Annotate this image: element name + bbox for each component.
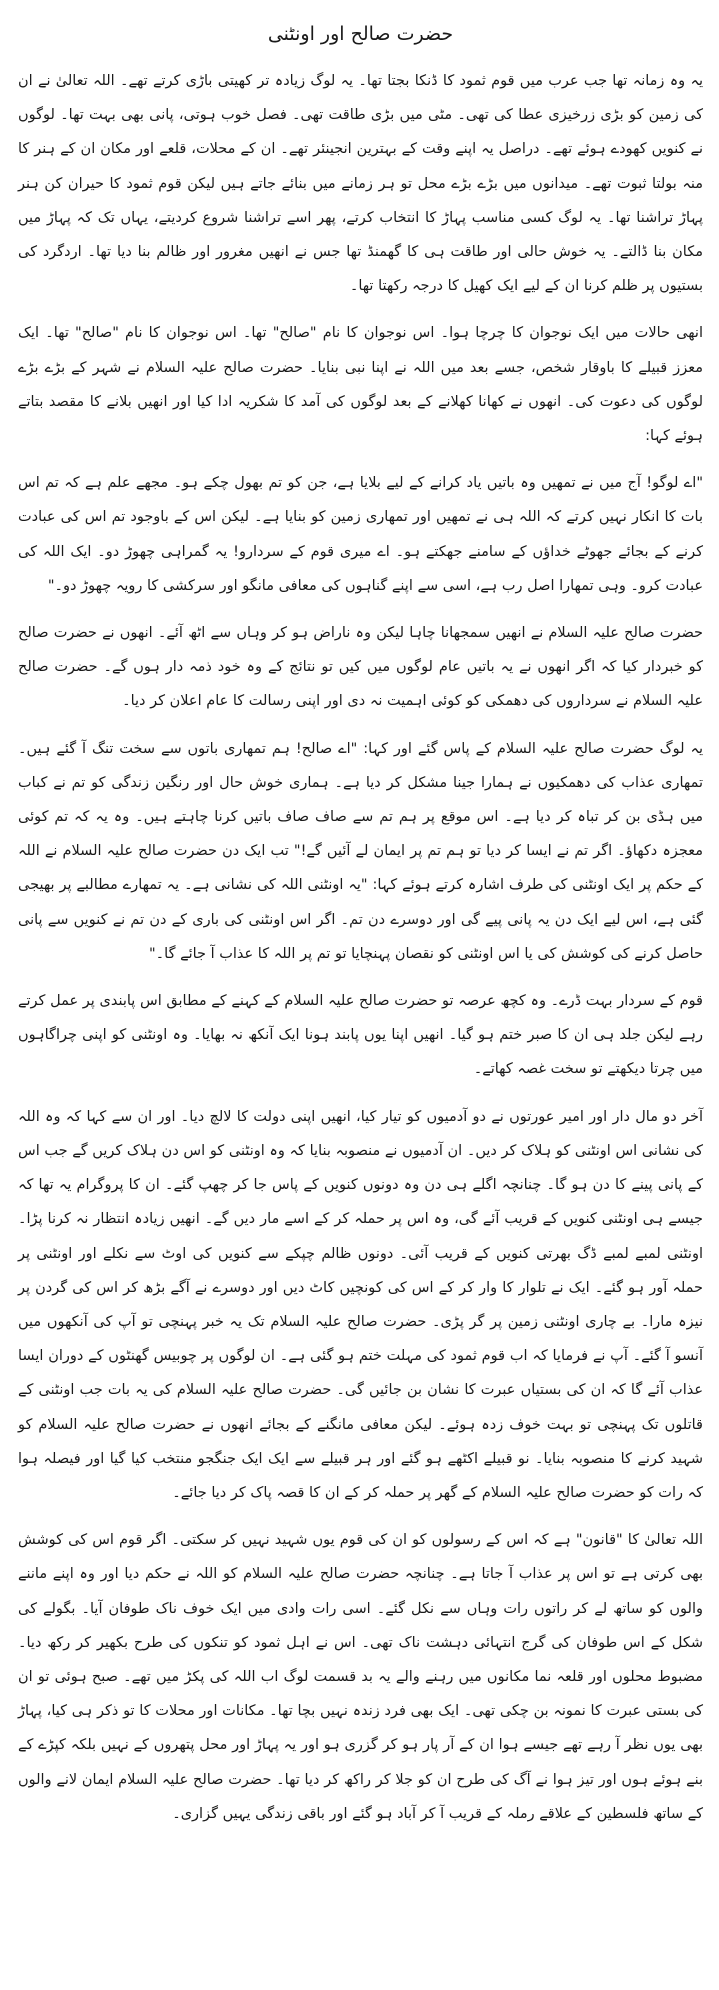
paragraph-8: اللہ تعالیٰ کا "قانون" ہے کہ اس کے رسولوں کو ان کی قوم یوں شہید نہیں کر سکتی۔ اگر قوم اس کی کوشش بھی کرتی ہے تو اس پر عذاب آ جاتا ہے۔ چنانچہ حضرت صالح علیہ السلام کو اللہ نے حکم دیا اور وہ اپنے ماننے والوں کو ساتھ لے کر راتوں رات وہاں سے نکل گئے۔ اسی رات وادی میں ایک خوف ناک طوفان آیا۔ بگولے کی شکل کے اس طوفان کی گرج انتہائی دہشت ناک تھی۔ اس نے اہل ثمود کو تنکوں کی طرح بکھیر کر رکھ دیا۔ مضبوط محلوں اور قلعہ نما مکانوں میں رہنے والے یہ بد قسمت لوگ اب اللہ کی پکڑ میں تھے۔ صبح ہوئی تو ان کی بستی عبرت کا نمونہ بن چکی تھی۔ ایک بھی فرد زندہ نہیں بچا تھا۔ مکانات اور محلات کا تو ذکر ہی کیا، پہاڑ بھی یوں نظر آ رہے تھے جیسے ہوا ان کے آر پار ہو کر گزری ہو اور یہ پہاڑ اور محل پتھروں کے نہیں بلکہ کپڑے کے بنے ہوئے ہوں اور تیز ہوا نے آگ کی طرح ان کو جلا کر راکھ کر دیا تھا۔ حضرت صالح علیہ السلام ایمان لانے والوں کے ساتھ فلسطین کے علاقے رملہ کے قریب آ کر آباد ہو گئے اور باقی زندگی یہیں گزاری۔ [18,1532,703,1822]
paragraph-4: حضرت صالح علیہ السلام نے انھیں سمجھانا چاہا لیکن وہ ناراض ہو کر وہاں سے اٹھ آئے۔ انھوں نے حضرت صالح کو خبردار کیا کہ اگر انھوں نے یہ باتیں عام لوگوں میں کیں تو نتائج کے وہ خود ذمہ دار ہوں گے۔ حضرت صالح علیہ السلام نے سرداروں کی دھمکی کو کوئی اہمیت نہ دی اور اپنی رسالت کا عام اعلان کر دیا۔ [18,625,703,710]
paragraph-1: یہ وہ زمانہ تھا جب عرب میں قوم ثمود کا ڈنکا بجتا تھا۔ یہ لوگ زیادہ تر کھیتی باڑی کرتے تھے۔ اللہ تعالیٰ نے ان کی زمین کو بڑی زرخیزی عطا کی تھی۔ مٹی میں بڑی طاقت تھی۔ فصل خوب ہوتی، پانی بھی بہت تھا۔ لوگوں نے کنویں کھودے ہوئے تھے۔ دراصل یہ اپنے وقت کے بہترین انجینئر تھے۔ ان کے محلات، قلعے اور مکان ان کے ہنر کا منہ بولتا ثبوت تھے۔ میدانوں میں بڑے بڑے محل تو ہر زمانے میں بنائے جاتے ہیں لیکن قوم ثمود کا حیران کن ہنر پہاڑ تراشنا تھا۔ یہ لوگ کسی مناسب پہاڑ کا انتخاب کرتے، پھر اسے تراشنا شروع کردیتے، یہاں تک کہ پہاڑ میں مکان بنا ڈالتے۔ یہ خوش حالی اور طاقت ہی کا گھمنڈ تھا جس نے انھیں مغرور اور ظالم بنا دیا تھا۔ اردگرد کی بستیوں پر ظلم کرنا ان کے لیے ایک کھیل کا درجہ رکھتا تھا۔ [18,73,703,295]
paragraph-5: یہ لوگ حضرت صالح علیہ السلام کے پاس گئے اور کہا: "اے صالح! ہم تمھاری باتوں سے سخت تنگ آ گئے ہیں۔ تمھاری عذاب کی دھمکیوں نے ہمارا جینا مشکل کر دیا ہے۔ ہماری خوش حال اور رنگین زندگی کو تم نے کباب میں ہڈی بن کر تباہ کر دیا ہے۔ اس موقع پر ہم تم سے صاف صاف باتیں کرنا چاہتے ہیں۔ وہ یہ کہ تم کوئی معجزہ دکھاؤ۔ اگر تم نے ایسا کر دیا تو ہم تم پر ایمان لے آئیں گے!" تب ایک دن حضرت صالح علیہ السلام نے اللہ کے حکم پر ایک اونٹنی کی طرف اشارہ کرتے ہوئے کہا: "یہ اونٹنی اللہ کی نشانی ہے۔ یہ تمھارے مطالبے پر بھیجی گئی ہے، اس لیے ایک دن یہ پانی پیے گی اور دوسرے دن تم۔ اگر اس اونٹنی کی باری کے دن تم نے کنویں سے پانی حاصل کرنے کی کوشش کی یا اس اونٹنی کو نقصان پہنچایا تو تم پر اللہ کا عذاب آ جائے گا۔" [18,740,703,962]
paragraph-7: آخر دو مال دار اور امیر عورتوں نے دو آدمیوں کو تیار کیا، انھیں اپنی دولت کا لالچ دیا۔ اور ان سے کہا کہ وہ اللہ کی نشانی اس اونٹنی کو ہلاک کر دیں۔ ان آدمیوں نے منصوبہ بنایا کہ وہ اونٹنی کو اس دن ہلاک کریں گے جب اس کے پانی پینے کا دن ہو گا۔ چنانچہ اگلے ہی دن وہ دونوں کنویں کے پاس جا کر چھپ گئے۔ ان کا پروگرام یہ تھا کہ جیسے ہی اونٹنی کنویں کے قریب آئے گی، وہ اس پر حملہ کر کے اسے مار دیں گے۔ انھیں زیادہ انتظار نہ کرنا پڑا۔ اونٹنی لمبے لمبے ڈگ بھرتی کنویں کے قریب آئی۔ دونوں ظالم چپکے سے کنویں کی اوٹ سے نکلے اور اونٹنی پر حملہ آور ہو گئے۔ ایک نے تلوار کا وار کر کے اس کی کونچیں کاٹ دیں اور دوسرے نے آگے بڑھ کر اس کی گردن پر نیزہ مارا۔ بے چاری اونٹنی زمین پر گر پڑی۔ حضرت صالح علیہ السلام تک یہ خبر پہنچی تو آپ کی آنکھوں میں آنسو آ گئے۔ آپ نے فرمایا کہ اب قوم ثمود کی مہلت ختم ہو گئی ہے۔ ان لوگوں پر چوبیس گھنٹوں کے دوران ایسا عذاب آئے گا کہ ان کی بستیاں عبرت کا نشان بن جائیں گی۔ حضرت صالح علیہ السلام کی یہ بات جب اونٹنی کے قاتلوں تک پہنچی تو بہت خوف زدہ ہوئے۔ لیکن معافی مانگنے کے بجائے انھوں نے حضرت صالح علیہ السلام کو شہید کرنے کا منصوبہ بنایا۔ نو قبیلے اکٹھے ہو گئے اور ہر قبیلے سے ایک ایک جنگجو منتخب کیا گیا اور فیصلہ ہوا کہ رات کو حضرت صالح علیہ السلام کے گھر پر حملہ کر کے ان کا قصہ پاک کر دیا جائے۔ [18,1108,703,1501]
paragraph-3: "اے لوگو! آج میں نے تمھیں وہ باتیں یاد کرانے کے لیے بلایا ہے، جن کو تم بھول چکے ہو۔ مجھے علم ہے کہ تم اس بات کا انکار نہیں کرتے کہ اللہ ہی نے تمھیں اور تمھاری زمین کو بنایا ہے۔ لیکن اس کے باوجود تم اس کی عبادت کرنے کے بجائے جھوٹے خداؤں کے سامنے جھکتے ہو۔ اے میری قوم کے سردارو! یہ گمراہی چھوڑ دو۔ ایک اللہ کی عبادت کرو۔ وہی تمھارا اصل رب ہے، اسی سے اپنے گناہوں کی معافی مانگو اور سرکشی کا رویہ چھوڑ دو۔" [18,475,703,594]
paragraph-2: انھی حالات میں ایک نوجوان کا چرچا ہوا۔ اس نوجوان کا نام "صالح" تھا۔ اس نوجوان کا نام "صالح" تھا۔ ایک معزز قبیلے کا باوقار شخص، جسے بعد میں اللہ نے اپنا نبی بنایا۔ حضرت صالح علیہ السلام نے شہر کے بڑے بڑے لوگوں کی دعوت کی۔ انھوں نے کھانا کھلانے کے بعد لوگوں کی آمد کا شکریہ ادا کیا اور انھیں بلانے کا مقصد بتاتے ہوئے کہا: [18,325,703,445]
article-title: حضرت صالح اور اونٹنی [267,23,454,45]
paragraph-6: قوم کے سردار بہت ڈرے۔ وہ کچھ عرصہ تو حضرت صالح علیہ السلام کے کہنے کے مطابق اس پابندی پر عمل کرتے رہے لیکن جلد ہی ان کا صبر ختم ہو گیا۔ انھیں اپنا یوں پابند ہونا ایک آنکھ نہ بھایا۔ وہ اونٹنی کو اپنی چراگاہوں میں چرتا دیکھتے تو سخت غصہ کھاتے۔ [18,993,703,1078]
